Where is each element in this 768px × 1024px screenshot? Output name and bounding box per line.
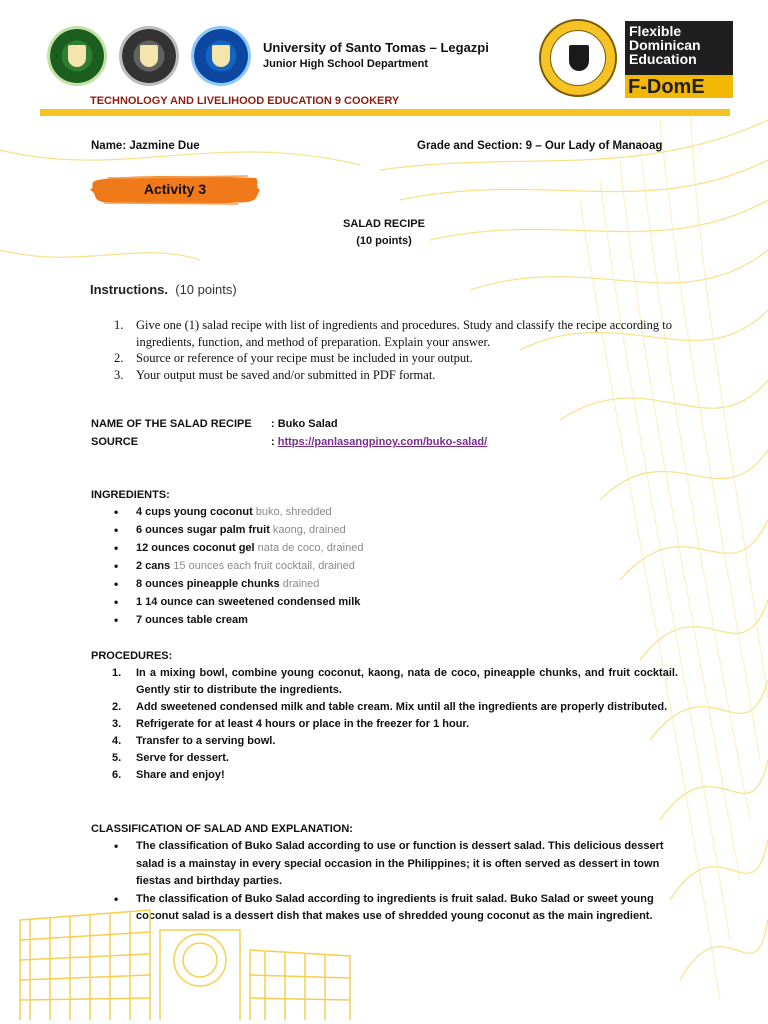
grade-section: Grade and Section: 9 – Our Lady of Manaoag — [417, 140, 663, 152]
list-item: • 2 cans 15 ounces each fruit cocktail, drained — [112, 557, 363, 575]
source-label: SOURCE — [91, 436, 139, 448]
list-item: 1. Give one (1) salad recipe with list of ingredients and procedures. Study and classify the recipe according to ingredients, function, and method of preparation. Explain your answer. — [114, 318, 672, 349]
list-item: 5. Serve for dessert. — [112, 752, 229, 764]
instructions-heading: Instructions. (10 points) — [90, 282, 237, 297]
list-item: 3. Your output must be saved and/or submitted in PDF format. — [114, 367, 436, 382]
course-title: TECHNOLOGY AND LIVELIHOOD EDUCATION 9 COOKERY — [90, 95, 400, 107]
campus-building-illustration — [10, 880, 370, 1020]
list-item: • 12 ounces coconut gel nata de coco, drained — [112, 539, 363, 557]
jhs-logo-blue — [191, 26, 251, 86]
list-item: • 1 14 ounce can sweetened condensed milk — [112, 593, 363, 611]
ingredients-heading: INGREDIENTS: — [91, 489, 170, 501]
procedures-heading: PROCEDURES: — [91, 650, 173, 662]
recipe-name-value: : Buko Salad — [271, 418, 338, 430]
recipe-title: SALAD RECIPE — [343, 218, 425, 230]
jhs-logo-green — [47, 26, 107, 86]
classification-heading: CLASSIFICATION OF SALAD AND EXPLANATION: — [91, 823, 353, 835]
source-link[interactable]: https://panlasangpinoy.com/buko-salad/ — [277, 436, 488, 448]
list-item: 2. Add sweetened condensed milk and table cream. Mix until all the ingredients are properly distributed. — [112, 701, 668, 713]
list-item: 1. In a mixing bowl, combine young coconut, kaong, nata de coco, pineapple chunks, and fruit cocktail. Gently stir to distribute the ingredients. — [112, 667, 678, 696]
list-item: 3. Refrigerate for at least 4 hours or place in the freezer for 1 hour. — [112, 718, 470, 730]
university-name: University of Santo Tomas – Legazpi — [263, 40, 489, 55]
list-item: 6. Share and enjoy! — [112, 769, 225, 781]
list-item: • The classification of Buko Salad according to use or function is dessert salad. This delicious dessert salad is a mainstay in every special occasion in the Philippines; it is often served as dessert in town fiestas and birthday parties. — [112, 838, 678, 891]
student-name: Name: Jazmine Due — [91, 140, 200, 152]
fdome-acronym: F-DomE — [628, 76, 705, 98]
jhs-logo-gray — [119, 26, 179, 86]
list-item: • 4 cups young coconut buko, shredded — [112, 503, 363, 521]
recipe-name-label: NAME OF THE SALAD RECIPE — [91, 418, 252, 430]
department-name: Junior High School Department — [263, 58, 429, 70]
instructions-list — [114, 317, 684, 383]
activity-label: Activity 3 — [143, 181, 207, 197]
course-divider — [40, 109, 730, 116]
list-item: • 7 ounces table cream — [112, 611, 363, 629]
list-item: • 6 ounces sugar palm fruit kaong, drained — [112, 521, 363, 539]
recipe-points: (10 points) — [356, 235, 412, 247]
source-value: : https://panlasangpinoy.com/buko-salad/ — [271, 436, 488, 448]
fdome-logo — [625, 21, 733, 98]
fdome-title: Flexible Dominican Education — [629, 23, 701, 67]
ust-legazpi-seal — [539, 19, 617, 97]
ingredients-list — [112, 503, 363, 629]
list-item: • The classification of Buko Salad according to ingredients is fruit salad. Buko Salad or sweet young coconut salad is a dessert dish that makes use of shredded young coconut as the main ingredient. — [112, 891, 678, 926]
list-item: • 8 ounces pineapple chunks drained — [112, 575, 363, 593]
list-item: 2. Source or reference of your recipe must be included in your output. — [114, 351, 473, 365]
procedures-list — [112, 665, 678, 784]
list-item: 4. Transfer to a serving bowl. — [112, 735, 276, 747]
